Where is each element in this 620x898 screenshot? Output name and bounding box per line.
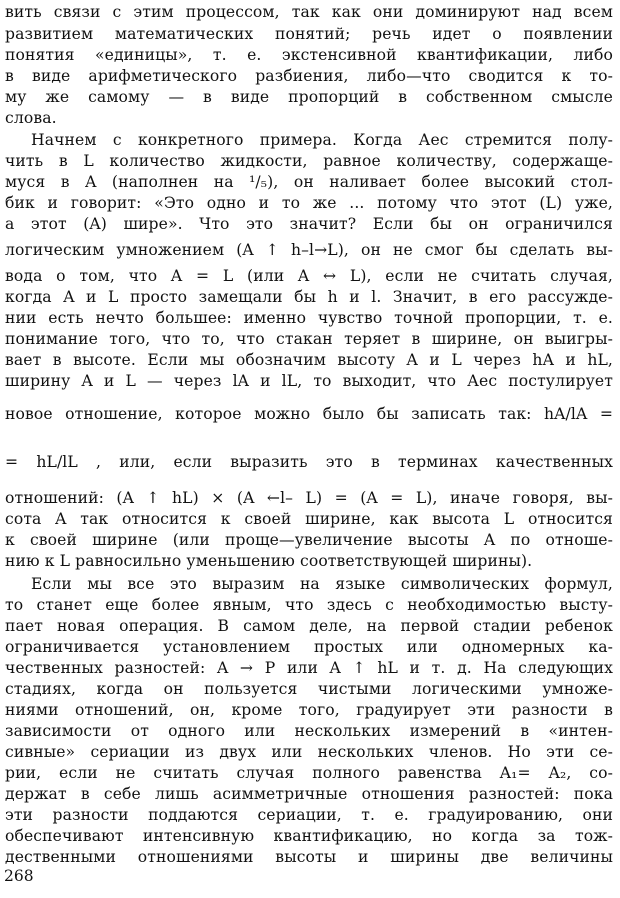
- text-line: стадиях, когда он пользуется чистыми логическими умноже-: [5, 680, 613, 698]
- text-line: муся в A (наполнен на ¹/₅), он наливает более высокий стол-: [5, 173, 613, 191]
- text-line: понимание того, что то, что стакан теряет в ширине, он выигры-: [5, 330, 613, 348]
- text-line: Начнем с конкретного примера. Когда Аес стремится полу-: [31, 131, 613, 149]
- text-line: развитием математических понятий; речь идет о появлении: [5, 25, 613, 43]
- text-line: слова.: [5, 109, 57, 127]
- text-line: логическим умножением (A ↑ h–l→L), он не смог бы сделать вы-: [5, 241, 613, 259]
- text-line: = hL/lL , или, если выразить это в терминах качественных: [5, 453, 613, 471]
- text-line: пает новая операция. В самом деле, на первой стадии ребенок: [5, 617, 613, 635]
- text-line: вить связи с этим процессом, так как они доминируют над всем: [5, 3, 613, 21]
- text-line: а этот (A) шире». Что это значит? Если бы он ограничился: [5, 215, 613, 233]
- text-line: зависимости от одного или нескольких измерений в «интен-: [5, 722, 613, 740]
- page-number: 268: [4, 867, 34, 885]
- text-line: эти разности поддаются сериации, т. е. градуированию, они: [5, 806, 613, 824]
- text-line: в виде арифметического разбиения, либо—что сводится к то-: [5, 67, 613, 85]
- text-line: держат в себе лишь асимметричные отношения разностей: пока: [5, 785, 613, 803]
- text-line: к своей ширине (или проще—увеличение высоты A по отноше-: [5, 531, 613, 549]
- text-line: ниями отношений, он, кроме того, градуирует эти разности в: [5, 701, 613, 719]
- text-line: обеспечивают интенсивную квантификацию, но когда за тож-: [5, 827, 613, 845]
- text-line: то станет еще более явным, что здесь с необходимостью высту-: [5, 596, 613, 614]
- text-line: новое отношение, которое можно было бы записать так: hA/lA =: [5, 405, 613, 423]
- text-line: вает в высоте. Если мы обозначим высоту A и L через hA и hL,: [5, 351, 613, 369]
- text-line: нию к L равносильно уменьшению соответствующей ширины).: [5, 552, 533, 570]
- text-line: нии есть нечто большее: именно чувство точной пропорции, т. е.: [5, 309, 613, 327]
- text-line: вода о том, что A = L (или A ↔ L), если не считать случая,: [5, 267, 613, 285]
- text-line: Если мы все это выразим на языке символических формул,: [31, 575, 613, 593]
- text-line: дественными отношениями высоты и ширины две величины: [5, 848, 613, 866]
- text-line: му же самому — в виде пропорций в собственном смысле: [5, 88, 613, 106]
- text-line: сота A так относится к своей ширине, как высота L относится: [5, 510, 613, 528]
- text-line: чественных разностей: A → P или A ↑ hL и т. д. На следующих: [5, 659, 613, 677]
- text-line: бик и говорит: «Это одно и то же ... потому что этот (L) уже,: [5, 194, 613, 212]
- text-line: рии, если не считать случая полного равенства A₁= A₂, со-: [5, 764, 613, 782]
- text-line: сивные» сериации из двух или нескольких членов. Но эти се-: [5, 743, 613, 761]
- text-line: когда A и L просто замещали бы h и l. Значит, в его рассужде-: [5, 288, 613, 306]
- text-line: ограничивается установлением простых или одномерных ка-: [5, 638, 613, 656]
- text-line: понятия «единицы», т. е. экстенсивной квантификации, либо: [5, 46, 613, 64]
- text-line: отношений: (A ↑ hL) × (A ←l– L) = (A = L), иначе говоря, вы-: [5, 489, 613, 507]
- text-line: чить в L количество жидкости, равное количеству, содержаще-: [5, 152, 613, 170]
- text-line: ширину A и L — через lA и lL, то выходит, что Аес постулирует: [5, 372, 613, 390]
